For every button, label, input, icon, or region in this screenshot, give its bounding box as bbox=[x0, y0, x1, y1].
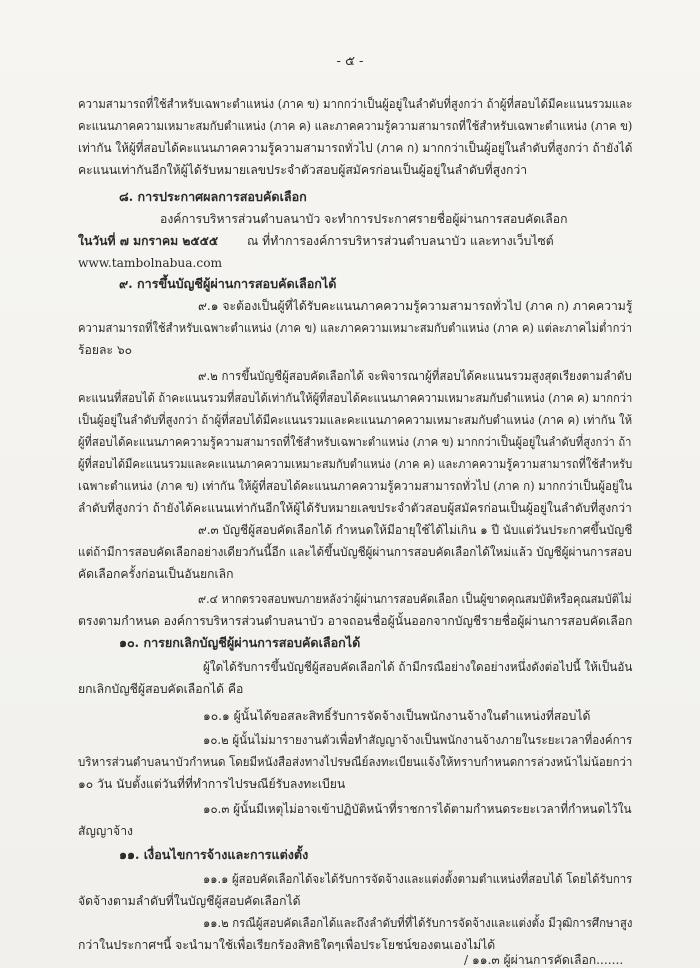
text-line: คะแนนเท่ากันอีกให้ผู้ได้รับหมายเลขประจำตัวสอบผู้สมัครก่อนเป็นผู้อยู่ในลำดับที่สูงกว่า bbox=[78, 163, 528, 177]
section-8-heading: ๘. การประกาศผลการสอบคัดเลือก bbox=[119, 189, 307, 204]
text-line: ยกเลิกบัญชีผู้สอบคัดเลือกได้ คือ bbox=[78, 682, 244, 696]
text-line: ความสามารถที่ใช้สำหรับเฉพาะตำแหน่ง (ภาค ข) มากกว่าเป็นผู้อยู่ในลำดับที่สูงกว่า ถ้าผู้ที่สอบได้มีคะแนนรวมและ bbox=[78, 97, 633, 111]
text-line: ๙.๓ บัญชีผู้สอบคัดเลือกได้ กำหนดให้มีอายุใช้ได้ไม่เกิน ๑ ปี นับแต่วันประกาศขึ้นบัญชี bbox=[198, 523, 633, 537]
text-line: ณ ที่ทำการองค์การบริหารส่วนตำบลนาบัว และทางเว็บไซต์ bbox=[247, 234, 554, 248]
text-line: ผู้ใดได้รับการขึ้นบัญชีผู้สอบคัดเลือกได้ ถ้ามีกรณีอย่างใดอย่างหนึ่งดังต่อไปนี้ ให้เป็นอัน bbox=[203, 660, 633, 674]
text-line: ตรงตามกำหนด องค์การบริหารส่วนตำบลนาบัว อาจถอนชื่อผู้นั้นออกจากบัญชีรายชื่อผู้ผ่านการสอบคัดเลือก bbox=[78, 614, 633, 628]
text-line: ๙.๔ หากตรวจสอบพบภายหลังว่าผู้ผ่านการสอบคัดเลือก เป็นผู้ขาดคุณสมบัติหรือคุณสมบัติไม่ bbox=[198, 592, 632, 606]
text-line: ๙.๑ จะต้องเป็นผู้ที่ได้รับคะแนนภาคความรู้ความสามารถทั่วไป (ภาค ก) ภาคความรู้ bbox=[198, 299, 633, 313]
page-number: - ๕ - bbox=[336, 54, 364, 69]
text-line: ๑๐ วัน นับตั้งแต่วันที่ที่ทำการไปรษณีย์รับลงทะเบียน bbox=[78, 777, 346, 791]
text-line: ผู้ที่สอบได้คะแนนภาคความรู้ความสามารถที่ใช้สำหรับเฉพาะตำแหน่ง (ภาค ข) มากกว่าเป็นผู้อยู่ในลำดับที่สูงกว่า ถ้า bbox=[78, 435, 632, 449]
continuation-marker: / ๑๑.๓ ผู้ผ่านการคัดเลือก....... bbox=[464, 953, 624, 967]
text-line: คะแนนภาคความเหมาะสมกับตำแหน่ง (ภาค ค) และภาคความรู้ความสามารถที่ใช้สำหรับเฉพาะตำแหน่ง (ภาค ข) bbox=[78, 119, 633, 133]
text-line: เท่ากัน ให้ผู้ที่สอบได้คะแนนภาคความรู้ความสามารถทั่วไป (ภาค ก) มากกว่าเป็นผู้อยู่ในลำดับที่สูงกว่า ถ้ายังได้ bbox=[78, 141, 633, 155]
text-line: ๑๐.๑ ผู้นั้นได้ขอสละสิทธิ์รับการจัดจ้างเป็นพนักงานจ้างในตำแหน่งที่สอบได้ bbox=[203, 709, 591, 723]
text-line: แต่ถ้ามีการสอบคัดเลือกอย่างเดียวกันนี้อีก และได้ขึ้นบัญชีผู้ผ่านการสอบคัดเลือกได้ใหม่แล้ว บัญชีผู้ผ่านการสอบ bbox=[78, 545, 632, 559]
text-line: ๑๐.๓ ผู้นั้นมีเหตุไม่อาจเข้าปฏิบัติหน้าที่ราชการได้ตามกำหนดระยะเวลาที่กำหนดไว้ใน bbox=[203, 802, 632, 816]
website-link[interactable]: www.tambolnabua.com bbox=[78, 256, 223, 270]
text-line: เฉพาะตำแหน่ง (ภาค ข) เท่ากัน ให้ผู้ที่สอบได้คะแนนภาคความรู้ความสามารถทั่วไป (ภาค ก) มากกว่าเป็นผู้อยู่ใน bbox=[78, 479, 633, 493]
text-line: ๑๑.๑ ผู้สอบคัดเลือกได้จะได้รับการจัดจ้างและแต่งตั้งตามตำแหน่งที่สอบได้ โดยได้รับการ bbox=[203, 872, 633, 886]
text-line: ๑๑.๒ กรณีผู้สอบคัดเลือกได้และถึงลำดับที่ที่ได้รับการจัดจ้างและแต่งตั้ง มีวุฒิการศึกษาสูง bbox=[203, 916, 633, 930]
section-9-heading: ๙. การขึ้นบัญชีผู้ผ่านการสอบคัดเลือกได้ bbox=[119, 276, 337, 291]
text-line: คะแนนที่สอบได้ ถ้าคะแนนรวมที่สอบได้เท่ากันให้ผู้ที่สอบได้คะแนนภาคความเหมาะสมกับตำแหน่ง (ภาค ค) มากกว่า bbox=[78, 391, 633, 405]
announcement-date: ในวันที่ ๗ มกราคม ๒๕๕๕ bbox=[78, 234, 219, 248]
text-line: จัดจ้างตามลำดับที่ในบัญชีผู้สอบคัดเลือกได้ bbox=[78, 894, 301, 908]
text-line: กว่าในประกาศฯนี้ จะนำมาใช้เพื่อเรียกร้องสิทธิใดๆเพื่อประโยชน์ของตนเองไม่ได้ bbox=[78, 938, 496, 952]
text-line: ๑๐.๒ ผู้นั้นไม่มารายงานตัวเพื่อทำสัญญาจ้างเป็นพนักงานจ้างภายในระยะเวลาที่องค์การ bbox=[203, 733, 633, 747]
text-line: คัดเลือกครั้งก่อนเป็นอันยกเลิก bbox=[78, 567, 234, 581]
text-line: บริหารส่วนตำบลนาบัวกำหนด โดยมีหนังสือส่งทางไปรษณีย์ลงทะเบียนแจ้งให้ทราบกำหนดการล่วงหน้าไม่น้อยกว่า bbox=[78, 755, 633, 769]
text-line: ร้อยละ ๖๐ bbox=[78, 343, 133, 357]
section-11-heading: ๑๑. เงื่อนไขการจ้างและการแต่งตั้ง bbox=[119, 847, 309, 862]
text-line: องค์การบริหารส่วนตำบลนาบัว จะทำการประกาศรายชื่อผู้ผ่านการสอบคัดเลือก bbox=[160, 212, 568, 226]
text-line: ผู้ที่สอบได้มีคะแนนรวมและคะแนนภาคความเหมาะสมกับตำแหน่ง (ภาค ค) และภาคความรู้ความสามารถที่ใช้สำหรับ bbox=[78, 457, 633, 471]
text-line: ความสามารถที่ใช้สำหรับเฉพาะตำแหน่ง (ภาค ข) และภาคความเหมาะสมกับตำแหน่ง (ภาค ค) แต่ละภาคไม่ต่ำกว่า bbox=[78, 321, 632, 335]
text-line: ๙.๒ การขึ้นบัญชีผู้สอบคัดเลือกได้ จะพิจารณาผู้ที่สอบได้คะแนนรวมสูงสุดเรียงตามลำดับ bbox=[198, 369, 632, 383]
text-line: เป็นผู้อยู่ในลำดับที่สูงกว่า ถ้าผู้ที่สอบได้มีคะแนนรวมและคะแนนภาคความเหมาะสมกับตำแหน่ง (ภาค ค) เท่ากัน ให้ bbox=[78, 413, 633, 427]
section-10-heading: ๑๐. การยกเลิกบัญชีผู้ผ่านการสอบคัดเลือกได้ bbox=[119, 635, 361, 650]
text-line: ลำดับที่สูงกว่า ถ้ายังได้คะแนนเท่ากันอีกให้ผู้ได้รับหมายเลขประจำตัวสอบผู้สมัครก่อนเป็นผู้อยู่ในลำดับที่สูงกว่า bbox=[78, 501, 632, 515]
text-line: สัญญาจ้าง bbox=[78, 824, 133, 838]
